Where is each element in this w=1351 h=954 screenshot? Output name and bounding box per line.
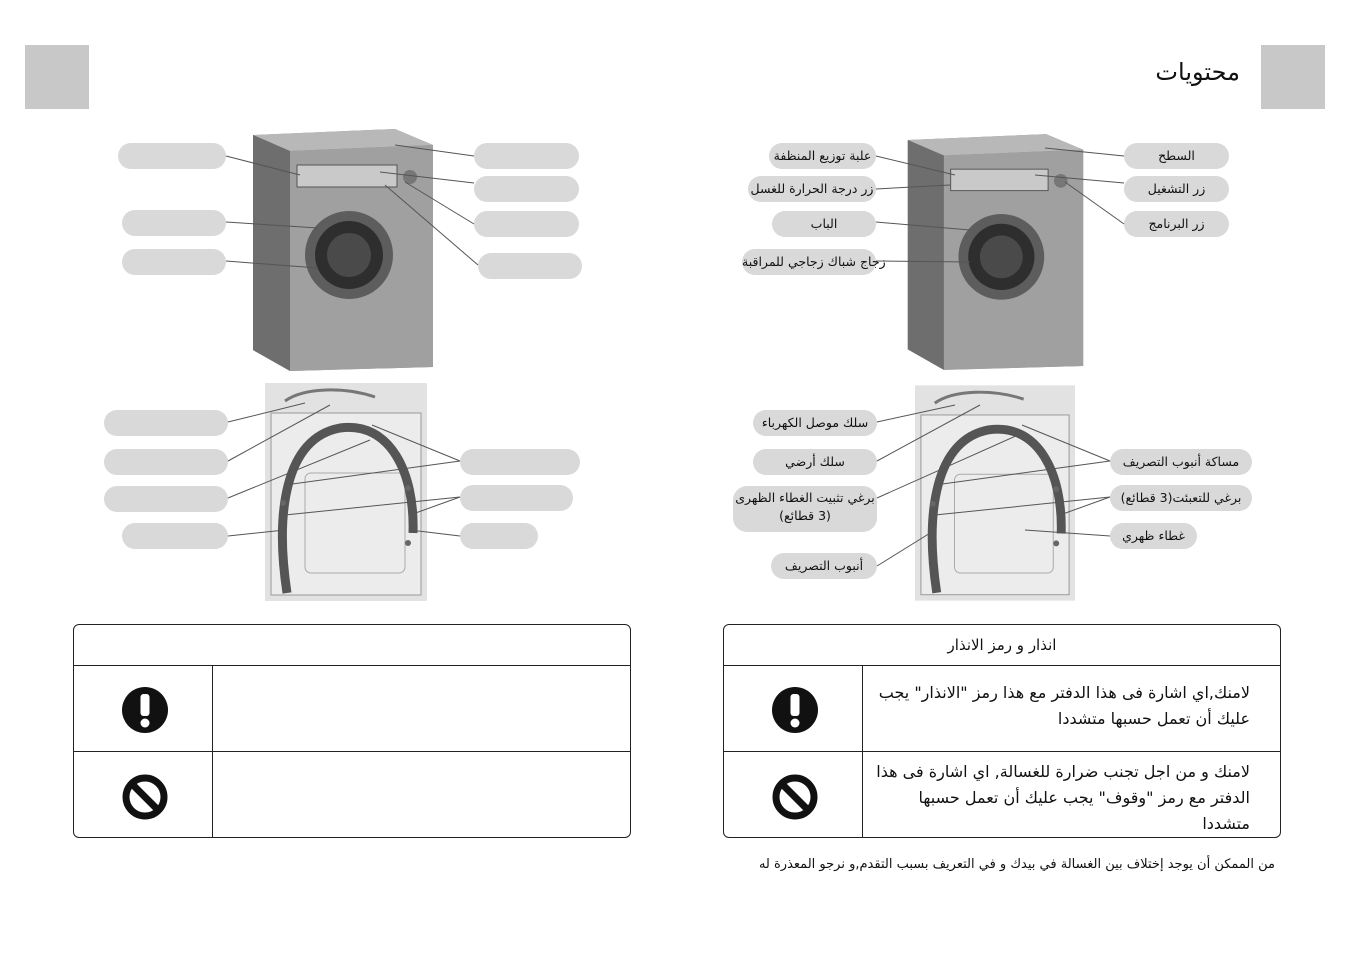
label-drain-hose: أنبوب التصريف: [771, 553, 877, 579]
left-warning-row-divider: [74, 751, 630, 752]
back-callout-right-1: [460, 449, 580, 475]
label-power-button: زر التشغيل: [1124, 176, 1229, 202]
prohibited-icon: [121, 773, 169, 821]
washing-machine-back-image: [265, 383, 427, 601]
front-callout-right-4: [478, 253, 582, 279]
right-warning-box: [723, 624, 1281, 838]
front-callout-right-1: [474, 143, 579, 169]
label-shipping-bolts: برغي للتعبئت(3 قطائع): [1110, 485, 1252, 511]
back-callout-left-1: [104, 410, 228, 436]
back-callout-right-3: [460, 523, 538, 549]
right-warning-row-divider: [724, 751, 1280, 752]
back-callout-left-2: [104, 449, 228, 475]
page-title: محتويات: [1155, 58, 1240, 86]
label-drain-hose-holder: مساكة أنبوب التصريف: [1110, 449, 1252, 475]
exclamation-icon: [771, 686, 819, 734]
washing-machine-front-image-right: [900, 128, 1090, 376]
front-callout-right-2: [474, 176, 579, 202]
label-ground-wire: سلك أرضي: [753, 449, 877, 475]
exclamation-icon: [121, 686, 169, 734]
label-door: الباب: [772, 211, 876, 237]
label-temperature-knob: زر درجة الحرارة للغسل: [748, 176, 876, 202]
label-window-glass: زجاج شباك زجاجي للمراقبة: [742, 249, 876, 275]
back-callout-left-3: [104, 486, 228, 512]
label-back-cover-screws: برغي تثبيت الغطاء الظهرى (3 قطائع): [733, 486, 877, 532]
right-warning-header: انذار و رمز الانذار: [724, 625, 1280, 666]
label-program-knob: زر البرنامج: [1124, 211, 1229, 237]
front-callout-left-3: [122, 249, 226, 275]
label-top-cover: السطح: [1124, 143, 1229, 169]
stop-text: لامنك و من اجل تجنب ضرارة للغسالة, اي اشارة فى هذا الدفتر مع رمز "وقوف" يجب عليك أن تعمل حسبها متشددا: [876, 762, 1250, 833]
label-detergent-drawer: علبة توزيع المنظفة: [769, 143, 876, 169]
right-corner-tab: [1261, 45, 1325, 109]
left-warning-header: [74, 625, 630, 666]
back-callout-right-2: [460, 485, 573, 511]
washing-machine-back-image-right: [915, 385, 1075, 601]
washing-machine-front-image: [245, 125, 440, 375]
prohibited-icon: [771, 773, 819, 821]
front-callout-right-3: [474, 211, 579, 237]
label-power-cord: سلك موصل الكهرباء: [753, 410, 877, 436]
back-callout-left-4: [122, 523, 228, 549]
left-corner-tab: [25, 45, 89, 109]
left-warning-box: [73, 624, 631, 838]
warning-text: لامنك,اي اشارة فى هذا الدفتر مع هذا رمز "الانذار" يجب عليك أن تعمل حسبها متشددا: [878, 683, 1250, 728]
label-back-cover: غطاء ظهري: [1110, 523, 1197, 549]
footnote: من الممكن أن يوجد إختلاف بين الغسالة في بيدك و في التعريف بسبب التقدم,و نرجو المعذرة له: [758, 857, 1275, 872]
front-callout-left-2: [122, 210, 226, 236]
front-callout-left-1: [118, 143, 226, 169]
